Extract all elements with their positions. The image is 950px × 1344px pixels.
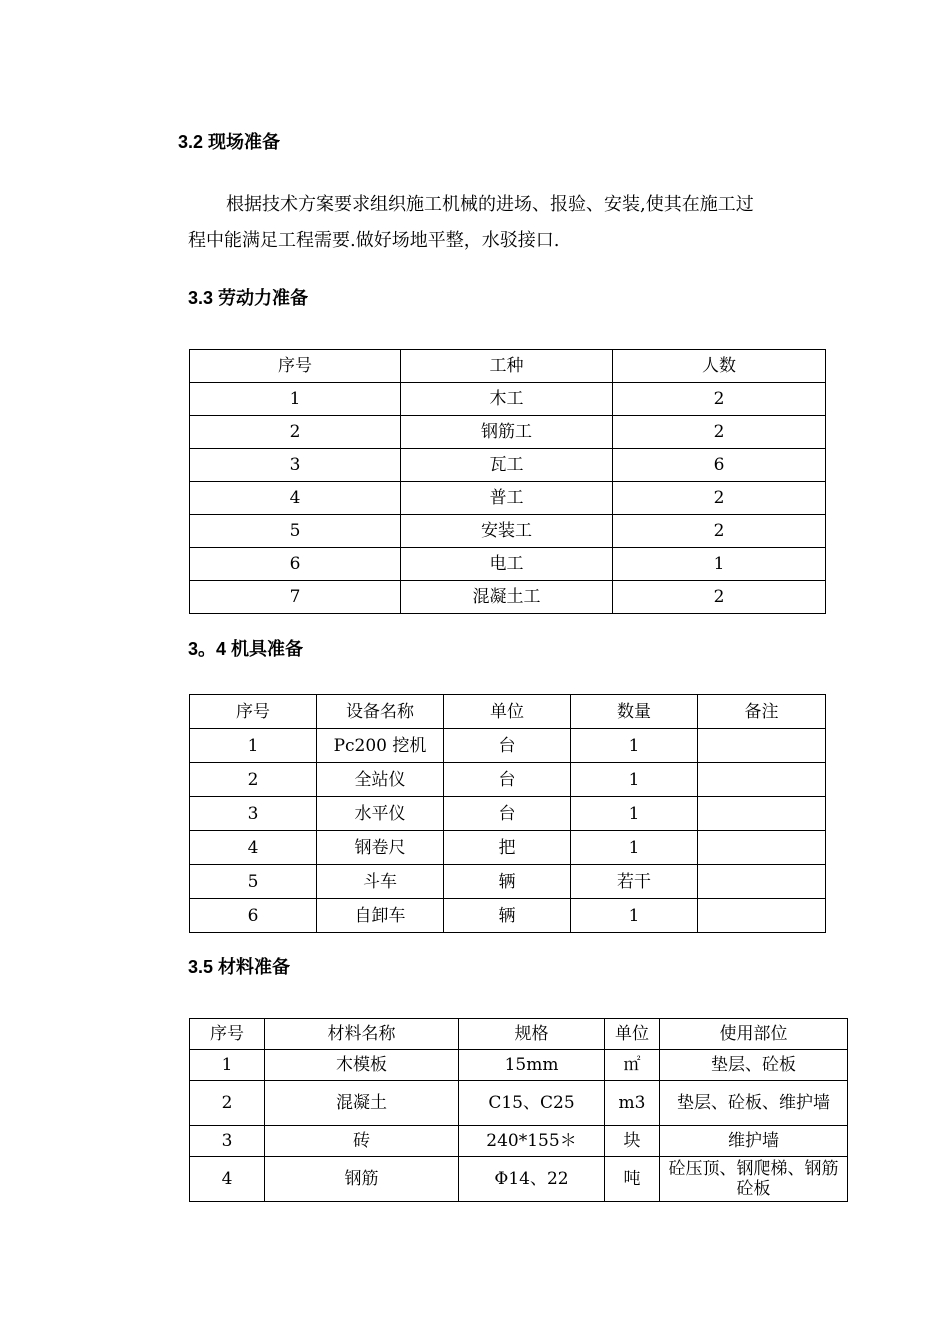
table-header-row bbox=[190, 350, 826, 383]
table-row bbox=[190, 548, 826, 581]
table-row bbox=[190, 581, 826, 614]
machine-table-body bbox=[190, 695, 826, 933]
table-cell: 1 bbox=[613, 548, 826, 581]
site-paragraph bbox=[188, 187, 808, 259]
table-header-cell: 序号 bbox=[190, 695, 317, 729]
table-cell: 3 bbox=[190, 1126, 265, 1157]
table-cell: 1 bbox=[571, 729, 698, 763]
table-cell: 辆 bbox=[444, 899, 571, 933]
table-cell: 4 bbox=[190, 482, 401, 515]
table-cell: 5 bbox=[190, 515, 401, 548]
table-cell: 砼压顶、钢爬梯、钢筋砼板 bbox=[660, 1157, 848, 1202]
table-row bbox=[190, 1157, 848, 1202]
table-cell: 1 bbox=[571, 831, 698, 865]
table-row bbox=[190, 449, 826, 482]
table-cell: 全站仪 bbox=[317, 763, 444, 797]
table-cell: 240*155＊ bbox=[459, 1126, 605, 1157]
table-header-cell: 序号 bbox=[190, 1019, 265, 1050]
table-header-cell: 数量 bbox=[571, 695, 698, 729]
table-cell: 木模板 bbox=[265, 1050, 459, 1081]
labor-table-body bbox=[190, 350, 826, 614]
material-table bbox=[189, 1018, 848, 1202]
table-header-cell: 序号 bbox=[190, 350, 401, 383]
table-cell: 1 bbox=[190, 729, 317, 763]
table-cell: 3 bbox=[190, 797, 317, 831]
table-cell: 7 bbox=[190, 581, 401, 614]
table-row bbox=[190, 831, 826, 865]
table-row bbox=[190, 729, 826, 763]
table-cell: 4 bbox=[190, 1157, 265, 1202]
table-header-cell: 工种 bbox=[401, 350, 613, 383]
table-cell: 1 bbox=[571, 763, 698, 797]
table-header-cell: 人数 bbox=[613, 350, 826, 383]
table-cell: 自卸车 bbox=[317, 899, 444, 933]
machine-table bbox=[189, 694, 826, 933]
table-row bbox=[190, 482, 826, 515]
table-cell: 木工 bbox=[401, 383, 613, 416]
table-cell: 维护墙 bbox=[660, 1126, 848, 1157]
table-cell: 安装工 bbox=[401, 515, 613, 548]
table-cell: 钢卷尺 bbox=[317, 831, 444, 865]
table-cell: 1 bbox=[190, 1050, 265, 1081]
table-cell: ㎡ bbox=[605, 1050, 660, 1081]
table-cell: 4 bbox=[190, 831, 317, 865]
table-cell: m3 bbox=[605, 1081, 660, 1126]
table-row bbox=[190, 416, 826, 449]
table-cell: 2 bbox=[613, 383, 826, 416]
table-header-cell: 设备名称 bbox=[317, 695, 444, 729]
table-cell: 6 bbox=[613, 449, 826, 482]
table-cell: 2 bbox=[613, 581, 826, 614]
table-cell: 混凝土 bbox=[265, 1081, 459, 1126]
table-cell: 垫层、砼板、维护墙 bbox=[660, 1081, 848, 1126]
table-cell: 把 bbox=[444, 831, 571, 865]
table-cell: 块 bbox=[605, 1126, 660, 1157]
table-header-row bbox=[190, 1019, 848, 1050]
table-header-row bbox=[190, 695, 826, 729]
table-header-cell: 使用部位 bbox=[660, 1019, 848, 1050]
table-cell: 6 bbox=[190, 548, 401, 581]
table-row bbox=[190, 383, 826, 416]
table-header-cell: 规格 bbox=[459, 1019, 605, 1050]
table-cell: 若干 bbox=[571, 865, 698, 899]
labor-table bbox=[189, 349, 826, 614]
section-heading-material: 3.5 材料准备 bbox=[188, 957, 291, 977]
table-cell: 2 bbox=[190, 416, 401, 449]
table-header-cell: 单位 bbox=[605, 1019, 660, 1050]
table-row bbox=[190, 899, 826, 933]
table-cell bbox=[698, 865, 826, 899]
table-cell: 瓦工 bbox=[401, 449, 613, 482]
table-row bbox=[190, 763, 826, 797]
table-cell: 6 bbox=[190, 899, 317, 933]
table-header-cell: 材料名称 bbox=[265, 1019, 459, 1050]
table-cell: Φ14、22 bbox=[459, 1157, 605, 1202]
table-cell: C15、C25 bbox=[459, 1081, 605, 1126]
table-cell: 斗车 bbox=[317, 865, 444, 899]
table-cell: 2 bbox=[190, 1081, 265, 1126]
table-cell: 5 bbox=[190, 865, 317, 899]
table-cell: 台 bbox=[444, 797, 571, 831]
table-cell: 2 bbox=[613, 482, 826, 515]
table-cell: 吨 bbox=[605, 1157, 660, 1202]
table-cell: 水平仪 bbox=[317, 797, 444, 831]
table-cell: 垫层、砼板 bbox=[660, 1050, 848, 1081]
table-cell bbox=[698, 899, 826, 933]
table-cell: 电工 bbox=[401, 548, 613, 581]
table-cell: 2 bbox=[613, 416, 826, 449]
table-cell bbox=[698, 831, 826, 865]
table-header-cell: 备注 bbox=[698, 695, 826, 729]
table-cell: 普工 bbox=[401, 482, 613, 515]
table-cell bbox=[698, 729, 826, 763]
table-cell: 混凝土工 bbox=[401, 581, 613, 614]
table-cell: 3 bbox=[190, 449, 401, 482]
table-cell: 1 bbox=[571, 797, 698, 831]
table-cell: Pc200 挖机 bbox=[317, 729, 444, 763]
site-paragraph-line1: 根据技术方案要求组织施工机械的进场、报验、安装,使其在施工过 bbox=[226, 194, 754, 215]
material-table-body bbox=[190, 1019, 848, 1202]
section-heading-site: 3.2 现场准备 bbox=[178, 132, 281, 152]
table-row bbox=[190, 515, 826, 548]
table-row bbox=[190, 865, 826, 899]
table-cell: 2 bbox=[190, 763, 317, 797]
table-cell: 15mm bbox=[459, 1050, 605, 1081]
table-row bbox=[190, 797, 826, 831]
table-cell: 2 bbox=[613, 515, 826, 548]
table-row bbox=[190, 1081, 848, 1126]
table-cell: 1 bbox=[190, 383, 401, 416]
table-header-cell: 单位 bbox=[444, 695, 571, 729]
table-cell: 钢筋工 bbox=[401, 416, 613, 449]
site-paragraph-line2: 程中能满足工程需要.做好场地平整，水驳接口. bbox=[188, 230, 560, 251]
section-heading-labor: 3.3 劳动力准备 bbox=[188, 288, 309, 308]
table-cell: 台 bbox=[444, 763, 571, 797]
table-cell: 辆 bbox=[444, 865, 571, 899]
table-cell bbox=[698, 797, 826, 831]
table-cell: 1 bbox=[571, 899, 698, 933]
table-cell bbox=[698, 763, 826, 797]
section-heading-machine: 3。4 机具准备 bbox=[188, 639, 304, 659]
table-cell: 台 bbox=[444, 729, 571, 763]
table-row bbox=[190, 1126, 848, 1157]
table-row bbox=[190, 1050, 848, 1081]
table-cell: 砖 bbox=[265, 1126, 459, 1157]
table-cell: 钢筋 bbox=[265, 1157, 459, 1202]
